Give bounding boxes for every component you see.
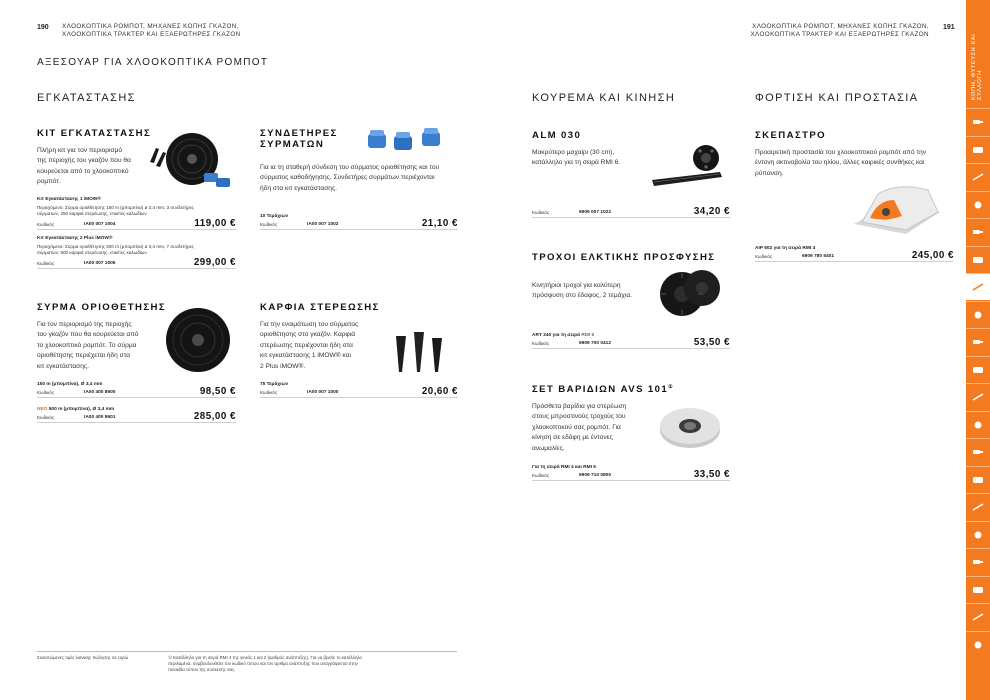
variant-label-wire-1: 150 m (μπομπίνα), Ø 3,4 mm (37, 382, 103, 387)
product-title-cover: ΣΚΕΠΑΣΤΡΟ (755, 130, 827, 141)
page-number-right: 191 (943, 24, 955, 31)
desc-line: το χλοοκοπτικό ρομπότ. Το σύρμα (37, 341, 137, 349)
desc-line: ρύπανση. (755, 169, 784, 177)
product-desc-pegs (260, 320, 385, 372)
chainsaw-icon (972, 145, 984, 155)
product-price: 34,20 € (693, 206, 730, 217)
running-head-line: ΧΛΟΟΚΟΠΤΙΚΑ ΡΟΜΠΟΤ, ΜΗΧΑΝΕΣ ΚΟΠΗΣ ΓΚΑΖΟΝ, (752, 23, 929, 30)
sidebar-tab[interactable] (966, 383, 990, 410)
sidebar-tab[interactable] (966, 218, 990, 245)
sidebar-tab[interactable] (966, 301, 990, 328)
footnote-line: περιλαμένα, συμβουλευθείτε τον κωδικό τύπου και τον αριθμό ανάπτυξης που αναγράφονται στην (168, 661, 358, 666)
divider (37, 229, 236, 230)
chainsaw-icon (972, 117, 984, 127)
product-title-connectors (260, 128, 338, 150)
product-title-wheels: ΤΡΟΧΟΙ ΕΛΚΤΙΚΗΣ ΠΡΟΣΦΥΣΗΣ (532, 252, 716, 263)
tools-icon (972, 557, 984, 567)
desc-line: σύρματος καθοδήγησης. Συνδετήρες συρμάτων περιέχονται (260, 174, 435, 182)
product-price: 20,60 € (421, 386, 458, 397)
divider (260, 229, 458, 230)
high-pressure-cleaner-icon (972, 447, 984, 457)
content-line: Περιεχόμενο: Σύρμα οριοθέτησης 150 m (μπομπίνα) ø 3,4 mm, 3 συνδετήρες (37, 205, 194, 210)
desc-line: Πλήρη κιτ για τον περιορισμό (37, 147, 123, 154)
new-badge: NEO (37, 407, 48, 412)
code-label: Κωδικός (37, 415, 55, 420)
footnote-mark: ① (668, 384, 675, 390)
product-code: IA00 007 1000 (307, 390, 339, 395)
code-label: Κωδικός (37, 261, 55, 266)
quantity-label: 75 Τεμάχιων (260, 382, 289, 387)
code-label: Κωδικός (755, 254, 773, 259)
category-sidebar (966, 0, 990, 700)
running-head-line: ΧΛΟΟΚΟΠΤΙΚΑ ΤΡΑΚΤΕΡ ΚΑΙ ΕΞΑΕΡΩΤΗΡΕΣ ΓΚΑΖΟΝ (62, 31, 241, 38)
desc-line: της περιοχής του γκαζόν που θα (37, 157, 131, 165)
tiller-icon (972, 337, 984, 347)
brushcutter-icon (972, 227, 984, 237)
pole-pruner-icon (972, 200, 984, 210)
trolley-icon (972, 420, 984, 430)
divider (37, 268, 236, 269)
product-desc-cover (755, 148, 950, 179)
sidebar-tab[interactable] (966, 466, 990, 493)
connectors-image (364, 126, 454, 156)
desc-line: έντονη ακτινοβολία του ηλίου, άλλες καιρικές συνθήκες και (755, 159, 925, 167)
variant-label-kit-2: Κιτ Εγκατάστασης 2 Plus iMOW® (37, 236, 113, 241)
robot-mower-icon (972, 282, 984, 292)
product-code: IA00 400 8601 (84, 415, 116, 420)
desc-line: ρομπότ. (37, 178, 61, 186)
pump-icon (972, 502, 984, 512)
variant-content-kit-1 (37, 205, 237, 217)
product-code: 6909 710 0800 (579, 473, 612, 478)
desc-line: Μακρύτερο μαχαίρι (30 cm), (532, 149, 615, 156)
desc-line: Για την εναιμάτωση του σύρματος (260, 321, 359, 328)
page-number-left: 190 (37, 24, 49, 31)
product-code: IA00 007 1002 (307, 222, 339, 227)
sidebar-tab[interactable] (966, 163, 990, 190)
hedge-trimmer-icon (972, 172, 984, 182)
content-line: σύρματων, 500 καρφιά στερέωσης, ετικέτες καλωδίων (37, 250, 147, 255)
product-desc-alm (532, 148, 642, 169)
variant-content-kit-2 (37, 244, 237, 256)
footnote-line: πινακίδα τύπου της συσκευής σας. (168, 667, 236, 672)
desc-line: οριοθέτησης στο γκαζόν. Καρφιά (260, 331, 356, 339)
footer-note-left: Συνιστώμενες τιμές λιανικής πώλησης σε ευρώ (37, 655, 129, 660)
desc-line: Προαιρετική προστασία του χλοοκοπτικού ρομπότ από την (755, 149, 927, 156)
model-label-wheels (532, 333, 594, 339)
blade-image (648, 142, 728, 192)
cutter-icon (972, 475, 984, 485)
desc-line: Για τον περιορισμό της περιοχής (37, 321, 132, 328)
quantity-label: 10 Τεμάχιων (260, 214, 289, 219)
desc-line: στους μπροστινούς τροχούς του (532, 413, 626, 421)
desc-line: οριοθέτησης περιέχεται ήδη στα (37, 352, 131, 360)
sidebar-tab[interactable] (966, 356, 990, 383)
divider (260, 397, 458, 398)
blower-icon (972, 255, 984, 265)
product-desc-connectors (260, 163, 465, 194)
desc-line: πρόσφυση στο έδαφος, 2 τεμάχια. (532, 292, 632, 300)
desc-line: του γκαζόν που θα κουρεύεται από (37, 331, 139, 339)
lawn-mower-icon (972, 310, 984, 320)
desc-line: στερέωσης περιέχονται ήδη στα (260, 341, 353, 349)
model-label-weights: Για τη σειρά RMI 4 και RMI 5 (532, 465, 596, 470)
product-title-alm: ALM 030 (532, 130, 582, 141)
desc-line: Πρόσθετα βαρίδια για στερέωση (532, 403, 627, 410)
product-code: 6909 700 0412 (579, 341, 612, 346)
sidebar-category-label: ΚΟΠΗ, ΦΥΤΕΥΣΗ ΚΑΙ ΣΥΛΛΟΓΗ (971, 33, 983, 100)
kit-image (142, 126, 234, 192)
desc-line: κιτ εγκατάστασης 1 iMOW® και (260, 352, 351, 360)
product-price: 245,00 € (911, 250, 954, 261)
title-line: ΣΥΝΔΕΤΗΡΕΣ (260, 128, 338, 139)
variant-label-text: 500 m (μπομπίνα), Ø 3,4 mm (48, 407, 115, 412)
section-title-charging: ΦΟΡΤΙΣΗ ΚΑΙ ΠΡΟΣΤΑΣΙΑ (755, 92, 919, 104)
sidebar-tab[interactable] (966, 493, 990, 520)
variant-label-wire-2 (37, 407, 114, 413)
product-price: 21,10 € (421, 218, 458, 229)
sidebar-tab[interactable] (966, 191, 990, 218)
pegs-image (388, 330, 450, 378)
sidebar-header (966, 0, 990, 108)
sidebar-tab[interactable] (966, 438, 990, 465)
desc-line: κιτ εγκατάστασης. (37, 362, 89, 370)
sidebar-tab[interactable] (966, 603, 990, 630)
weights-image (650, 400, 730, 456)
product-desc-wire (37, 320, 157, 372)
model-label-cover (755, 246, 815, 252)
code-label: Κωδικός (37, 390, 55, 395)
desc-line: κατάλληλο για τη σειρά RMI 6. (532, 159, 621, 167)
product-price: 119,00 € (194, 218, 236, 229)
variant-label-kit-1: Κιτ Εγκατάστασης 1 iMOW® (37, 197, 101, 202)
title-text: ΣΕΤ ΒΑΡΙΔΙΩΝ AVS 101 (532, 384, 669, 396)
desc-line: Κινητήριοι τροχοί για καλύτερη (532, 282, 621, 289)
sidebar-tab[interactable] (966, 273, 990, 300)
divider (37, 397, 236, 398)
model-series: RMI 6 (581, 333, 595, 338)
desc-line: Για ια τη σταθερή σύνδεση του σύρματος οριοθέτησης και του (260, 164, 440, 171)
product-desc-wheels (532, 281, 652, 302)
model-suffix: για τη σειρά (552, 333, 581, 338)
product-code: IA00 007 1004 (84, 222, 116, 227)
content-line: Περιεχόμενο: Σύρμα οριοθέτησης 400 m (μπομπίνα) ø 3,4 mm, 7 συνδετήρες (37, 244, 194, 249)
model-suffix: για τη σειρά RMI 4 (773, 246, 816, 251)
title-line: ΣΥΡΜΑΤΩΝ (260, 139, 325, 150)
divider (37, 422, 236, 423)
code-label: Κωδικός (37, 222, 55, 227)
model-name: ART 240 (532, 333, 552, 338)
content-line: σύρματων, 250 καρφιά στερέωσης, ετικέτες καλωδίων (37, 211, 147, 216)
running-head-right (700, 23, 929, 39)
product-price: 98,50 € (199, 386, 236, 397)
cover-image (848, 178, 948, 244)
product-price: 285,00 € (193, 411, 236, 422)
sidebar-tab[interactable] (966, 521, 990, 548)
running-head-line: ΧΛΟΟΚΟΠΤΙΚΑ ΡΟΜΠΟΤ, ΜΗΧΑΝΕΣ ΚΟΠΗΣ ΓΚΑΖΟΝ, (62, 23, 239, 30)
code-label: Κωδικός (532, 341, 550, 346)
sidebar-tab[interactable] (966, 246, 990, 273)
sidebar-tab[interactable] (966, 328, 990, 355)
wheels-image (656, 264, 726, 322)
code-label: Κωδικός (532, 210, 550, 215)
sidebar-tab[interactable] (966, 108, 990, 135)
divider (755, 261, 953, 262)
section-title-mowing: ΚΟΥΡΕΜΑ ΚΑΙ ΚΙΝΗΣΗ (532, 92, 676, 104)
desc-line: κουρεύεται από το χλοοκοπτικό (37, 167, 129, 175)
lawn-tractor-icon (972, 365, 984, 375)
sidebar-tab[interactable] (966, 631, 990, 658)
model-name: AIP 602 (755, 246, 773, 251)
divider (532, 348, 730, 349)
product-code: 6909 780 5401 (802, 254, 835, 259)
product-price: 33,50 € (693, 469, 730, 480)
wire-spool-image (158, 304, 238, 376)
sidebar-tab[interactable] (966, 411, 990, 438)
desc-line: 2 Plus iMOW®. (260, 362, 306, 370)
footnote-line: ① Κατάλληλο για τη σειρά RMI 4 της γενιάς 1 και 2 (αριθμός ανάπτυξης). Για να βρείτε το κατάλληλο (168, 655, 362, 660)
sprayer-icon (972, 392, 984, 402)
sidebar-tab[interactable] (966, 136, 990, 163)
product-title-wire: ΣΥΡΜΑ ΟΡΙΟΘΕΤΗΣΗΣ (37, 302, 167, 313)
code-label: Κωδικός (260, 222, 278, 227)
product-desc-weights (532, 402, 644, 454)
desc-line: κίνηση σε εδάφη με έντονες (532, 434, 613, 442)
product-title-kit: ΚΙΤ ΕΓΚΑΤΑΣΤΑΣΗΣ (37, 128, 152, 139)
footer-note-right (168, 655, 460, 673)
product-price: 299,00 € (193, 257, 236, 268)
saw-blade-icon (972, 612, 984, 622)
product-title-pegs: ΚΑΡΦΙΑ ΣΤΕΡΕΩΣΗΣ (260, 302, 380, 313)
running-head-line: ΧΛΟΟΚΟΠΤΙΚΑ ΤΡΑΚΤΕΡ ΚΑΙ ΕΞΑΕΡΩΤΗΡΕΣ ΓΚΑΖΟΝ (750, 31, 929, 38)
sidebar-tab[interactable] (966, 576, 990, 603)
divider (532, 217, 730, 218)
sidebar-tab[interactable] (966, 548, 990, 575)
product-code: IA00 007 1005 (84, 261, 116, 266)
product-price: 53,50 € (693, 337, 730, 348)
code-label: Κωδικός (532, 473, 550, 478)
product-code: IA00 400 8600 (84, 390, 116, 395)
clothing-icon (972, 640, 984, 650)
product-code: 6909 007 1022 (579, 210, 612, 215)
desc-line: χλοοκοπτικού σας ρομπότ. Για (532, 423, 621, 431)
battery-icon (972, 530, 984, 540)
product-desc-kit (37, 146, 149, 188)
running-head-left (62, 23, 241, 39)
product-title-weights (532, 384, 674, 395)
desc-line: ανωμαλίες. (532, 444, 565, 452)
code-label: Κωδικός (260, 390, 278, 395)
footer-divider (37, 651, 457, 652)
desc-line: ήδη στα κιτ εγκατάστασης. (260, 184, 337, 192)
section-title-installation: ΕΓΚΑΤΑΣΤΑΣΗΣ (37, 92, 136, 104)
case-icon (972, 585, 984, 595)
divider (532, 480, 730, 481)
page-subtitle: ΑΞΕΣΟΥΑΡ ΓΙΑ ΧΛΟΟΚΟΠΤΙΚΑ ΡΟΜΠΟΤ (37, 57, 269, 68)
